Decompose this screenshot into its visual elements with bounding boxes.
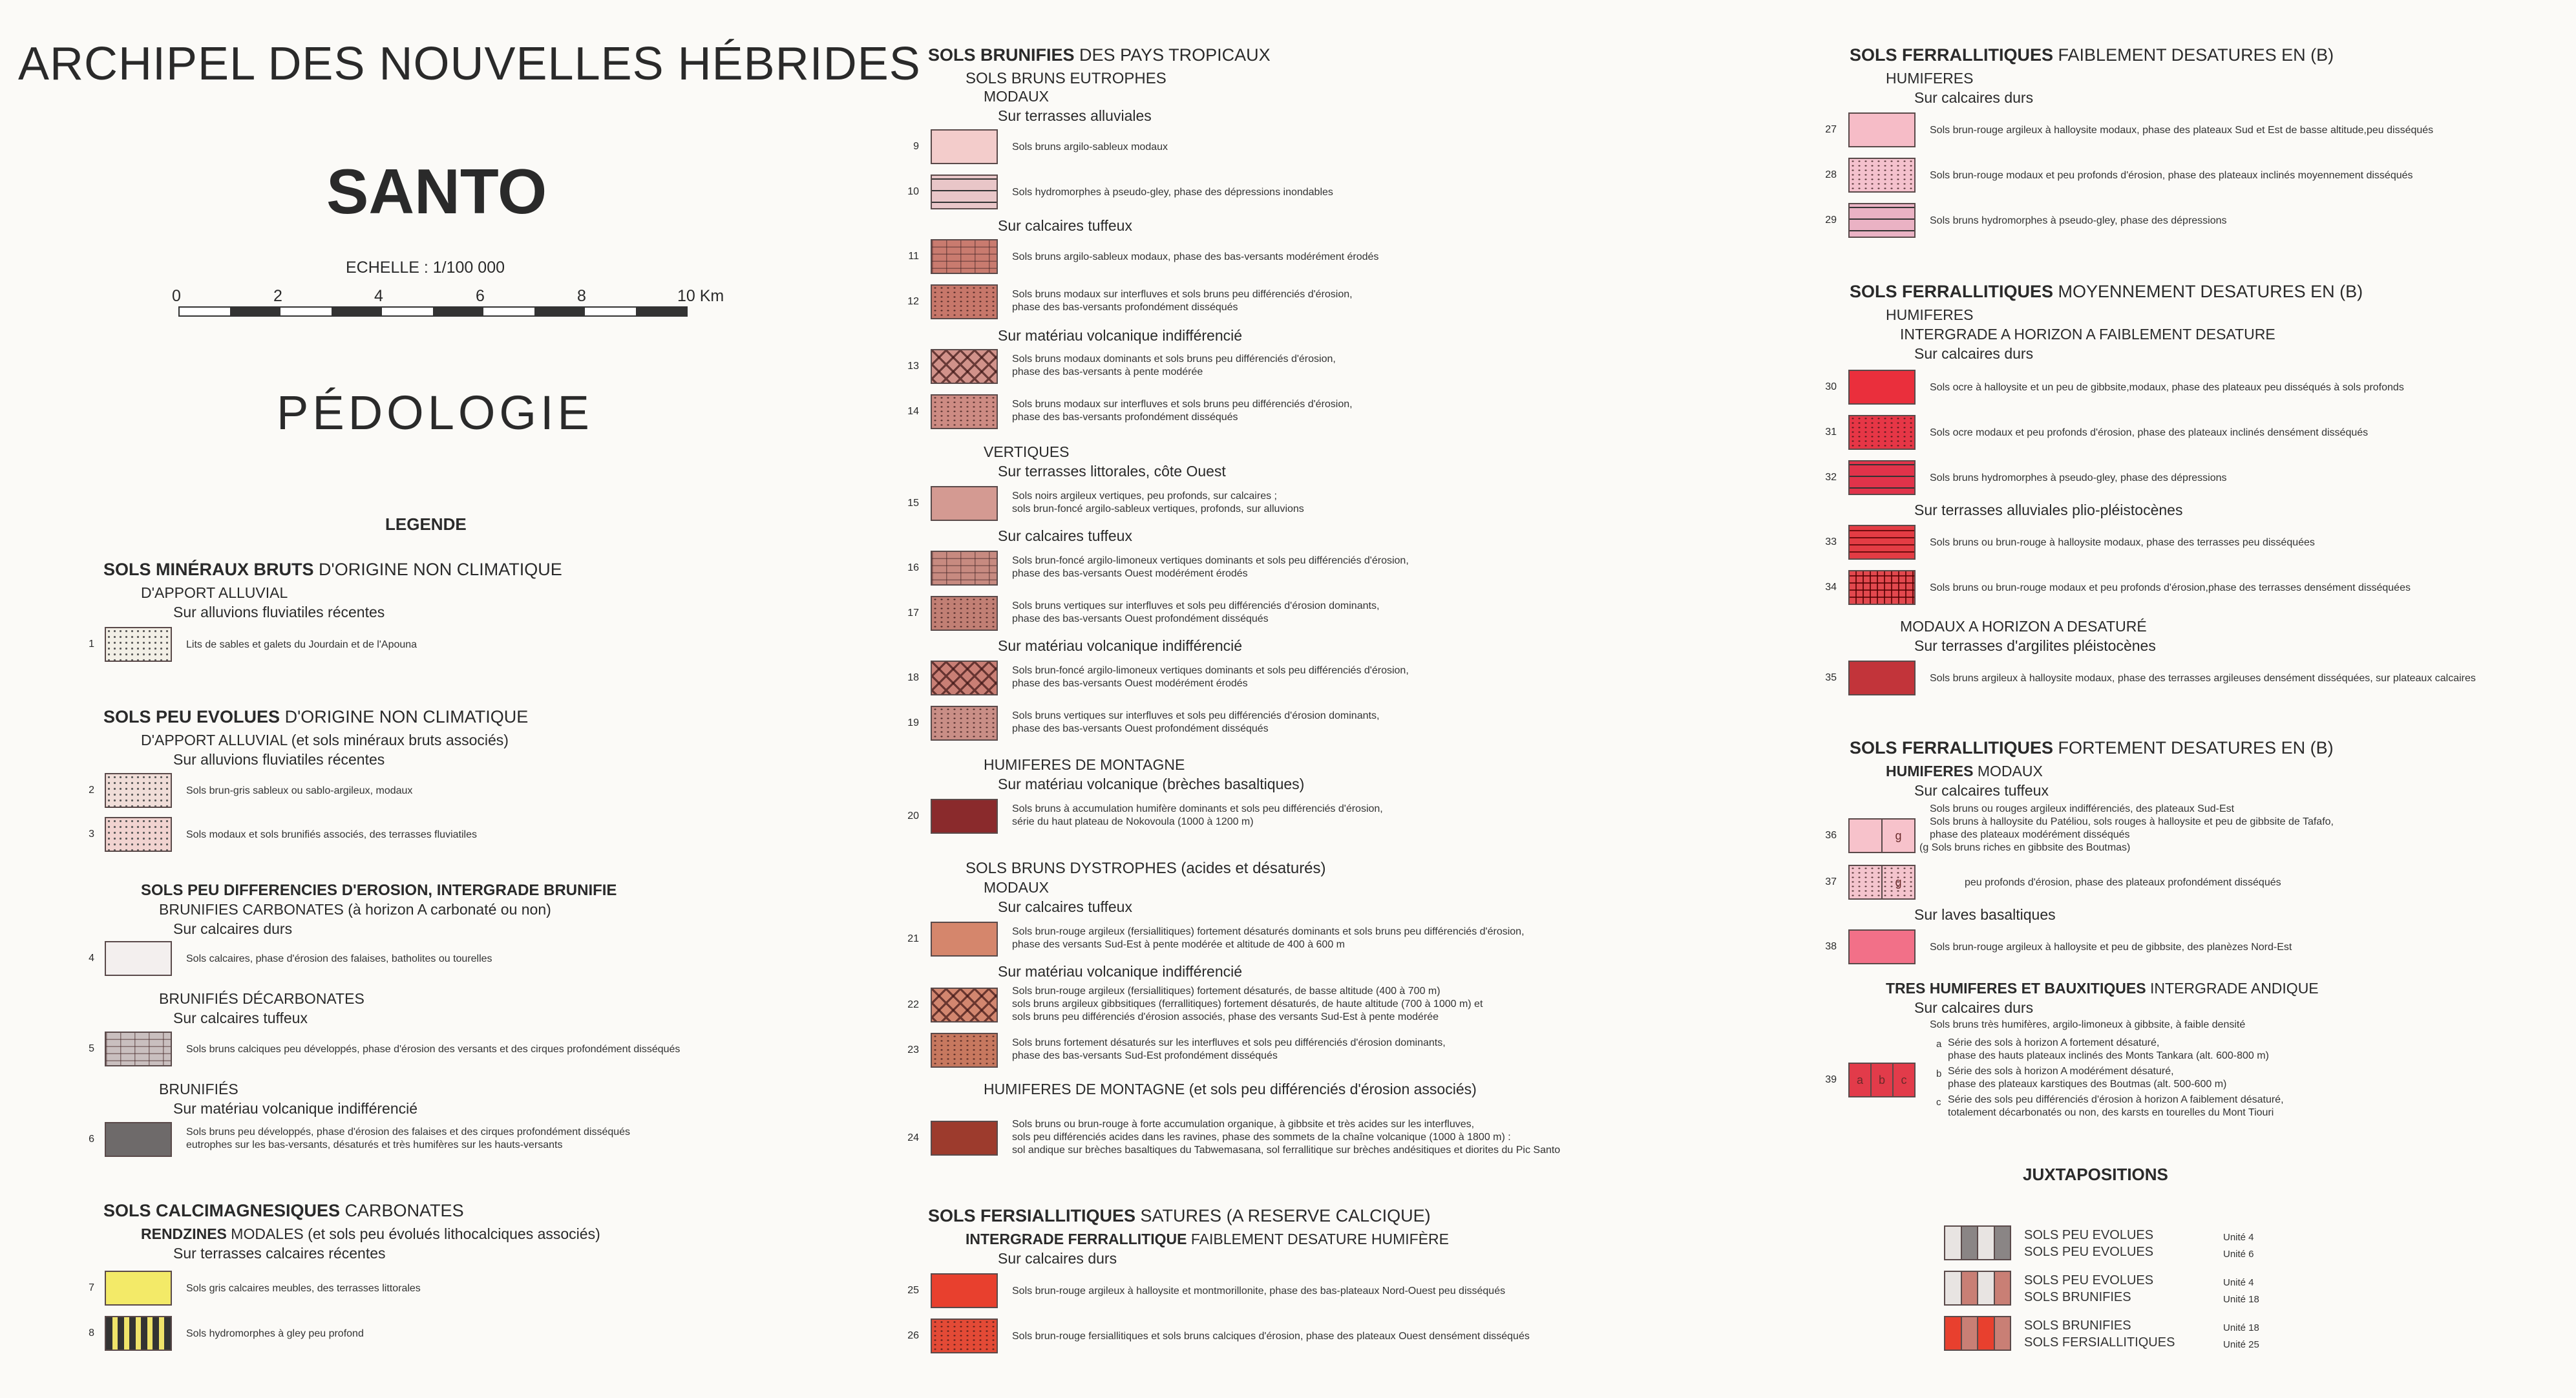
subheading: Sur terrasses alluviales plio-pléistocènes: [1914, 502, 2183, 518]
unit-number: 38: [1825, 941, 1837, 952]
swatch-unit-22: [931, 988, 998, 1022]
unit-description: Sols hydromorphes à gley peu profond: [186, 1328, 364, 1339]
subheading: SOLS BRUNS DYSTROPHES (acides et désaturés): [966, 860, 1326, 877]
swatch-unit-9: [931, 129, 998, 164]
heading-sols-fersiallitiques: SOLS FERSIALLITIQUES SATURES (A RESERVE CALCIQUE): [928, 1206, 1431, 1225]
series-label: b: [1936, 1068, 1942, 1079]
unit-number: 7: [89, 1282, 94, 1293]
unit-number: 1: [89, 639, 94, 650]
heading-sols-peu-evolues: SOLS PEU EVOLUES D'ORIGINE NON CLIMATIQUE: [103, 707, 529, 726]
unit-description: Sols bruns ou brun-rouge à halloysite modaux, phase des terrasses peu disséquées: [1930, 537, 2315, 548]
island-title: SANTO: [326, 156, 547, 227]
unit-number: 28: [1825, 169, 1837, 180]
swatch-unit-23: [931, 1033, 998, 1068]
subheading: SOLS BRUNS EUTROPHES: [966, 70, 1167, 87]
subheading: BRUNIFIES CARBONATES (à horizon A carbonaté ou non): [159, 901, 551, 918]
subheading: Sur alluvions fluviatiles récentes: [173, 751, 385, 768]
unit-number: 9: [913, 141, 919, 152]
subheading: HUMIFERES DE MONTAGNE (et sols peu différenciés d'érosion associés): [984, 1081, 1477, 1097]
subheading: BRUNIFIÉS: [159, 1081, 238, 1097]
unit-description: Série des sols à horizon A fortement désaturé, phase des hauts plateaux inclinés des Monts Tankara (alt. 600-800 m): [1948, 1037, 2269, 1061]
subheading: Sur calcaires durs: [998, 1250, 1117, 1267]
swatch-unit-25: [931, 1273, 998, 1308]
heading-sols-calcimagnesiques: SOLS CALCIMAGNESIQUES CARBONATES: [103, 1201, 464, 1220]
juxtaposition-units: Unité 4 Unité 18: [2223, 1277, 2259, 1305]
swatch-juxtaposition-2: [1944, 1271, 2011, 1306]
subheading: MODAUX: [984, 879, 1049, 896]
subheading: Sur alluvions fluviatiles récentes: [173, 604, 385, 620]
juxtaposition-labels: SOLS PEU EVOLUES SOLS PEU EVOLUES: [2024, 1228, 2154, 1259]
scale-tick-2: 2: [273, 287, 282, 305]
unit-number: 39: [1825, 1074, 1837, 1085]
unit-description: Sols bruns argilo-sableux modaux: [1012, 142, 1168, 153]
unit-description: Sols bruns à accumulation humifère dominants et sols peu différenciés d'érosion, série du haut plateau de Nokovoula (1000 à 1200 m): [1012, 803, 1383, 827]
swatch-unit-24: [931, 1121, 998, 1156]
unit-number: 18: [907, 672, 919, 683]
juxtapositions-title: JUXTAPOSITIONS: [2023, 1165, 2168, 1184]
subheading: MODAUX: [984, 88, 1049, 105]
subheading: HUMIFERES MODAUX: [1886, 763, 2043, 779]
swatch-unit-34: [1848, 570, 1916, 605]
unit-description: Sols bruns hydromorphes à pseudo-gley, phase des dépressions: [1930, 472, 2227, 483]
unit-description: Sols bruns argilo-sableux modaux, phase des bas-versants modérément érodés: [1012, 251, 1379, 262]
unit-number: 23: [907, 1044, 919, 1055]
unit-number: 27: [1825, 124, 1837, 135]
swatch-unit-33: [1848, 525, 1916, 560]
juxtaposition-labels: SOLS BRUNIFIES SOLS FERSIALLITIQUES: [2024, 1319, 2175, 1350]
unit-number: 25: [907, 1285, 919, 1296]
unit-number: 20: [907, 810, 919, 821]
swatch-unit-35: [1848, 661, 1916, 695]
subheading: HUMIFERES: [1886, 306, 1974, 323]
swatch-unit-2: [105, 773, 172, 808]
unit-description: Sols modaux et sols brunifiés associés, des terrasses fluviatiles: [186, 829, 477, 840]
scale-tick-10: 10 Km: [677, 287, 724, 305]
unit-number: 13: [907, 361, 919, 372]
swatch-unit-3: [105, 817, 172, 852]
subheading: Sur calcaires tuffeux: [998, 217, 1132, 234]
heading-ferrallitiques-moyennement: SOLS FERRALLITIQUES MOYENNEMENT DESATURES EN (B): [1850, 282, 2363, 301]
unit-description: Sols hydromorphes à pseudo-gley, phase des dépressions inondables: [1012, 187, 1333, 198]
subheading: HUMIFERES DE MONTAGNE: [984, 756, 1185, 773]
swatch-unit-38: [1848, 929, 1916, 964]
unit-description: Sols bruns très humifères, argilo-limoneux à gibbsite, à faible densité: [1930, 1019, 2246, 1030]
unit-number: 8: [89, 1328, 94, 1339]
subheading: VERTIQUES: [984, 443, 1070, 460]
swatch-unit-31: [1848, 415, 1916, 450]
unit-number: 19: [907, 717, 919, 728]
swatch-unit-36: g: [1848, 818, 1916, 853]
unit-number: 34: [1825, 582, 1837, 593]
subheading: D'APPORT ALLUVIAL: [141, 584, 288, 601]
swatch-juxtaposition-1: [1944, 1225, 2011, 1260]
unit-description: Sols bruns vertiques sur interfluves et sols peu différenciés d'érosion dominants, phase des bas-versants Ouest profondément disséqués: [1012, 710, 1380, 734]
scale-tick-8: 8: [577, 287, 586, 305]
subheading: Sur matériau volcanique indifférencié: [998, 963, 1243, 980]
unit-description: Sols bruns modaux sur interfluves et sols bruns peu différenciés d'érosion, phase des bas-versants profondément disséqués: [1012, 289, 1353, 313]
unit-description: Sols bruns modaux sur interfluves et sols bruns peu différenciés d'érosion, phase des bas-versants profondément disséqués: [1012, 399, 1353, 423]
swatch-unit-16: [931, 551, 998, 586]
subheading: Sur laves basaltiques: [1914, 906, 2056, 923]
swatch-unit-13: [931, 349, 998, 384]
unit-number: 33: [1825, 536, 1837, 547]
unit-description: Sols bruns hydromorphes à pseudo-gley, phase des dépressions: [1930, 215, 2227, 226]
unit-description: Sols brun-foncé argilo-limoneux vertiques dominants et sols peu différenciés d'érosion, phase des bas-versants Ouest modérément érodés: [1012, 555, 1409, 579]
swatch-unit-39: a b c: [1848, 1063, 1916, 1097]
juxtaposition-labels: SOLS PEU EVOLUES SOLS BRUNIFIES: [2024, 1273, 2154, 1304]
unit-number: 12: [907, 296, 919, 307]
unit-description: Sols brun-rouge argileux (fersiallitiques) fortement désaturés, de basse altitude (400 à 700 m) sols bruns argileux gibbsitiques (ferrallitiques) fortement désaturés, de haute altitude (700 à 1000 m) et sols bruns peu différenciés d'érosion associés, phase des versants Sud-Est à pente modérée: [1012, 986, 1483, 1022]
swatch-unit-20: [931, 799, 998, 834]
heading-ferrallitiques-faiblement: SOLS FERRALLITIQUES FAIBLEMENT DESATURES EN (B): [1850, 45, 2334, 65]
unit-description: Sols noirs argileux vertiques, peu profonds, sur calcaires ; sols brun-foncé argilo-sableux vertiques, profonds, sur alluvions: [1012, 491, 1304, 514]
unit-description: Sols brun-rouge fersiallitiques et sols bruns calciques d'érosion, phase des plateaux Ouest densément disséqués: [1012, 1331, 1530, 1342]
unit-description: Sols ocre à halloysite et un peu de gibbsite,modaux, phase des plateaux peu disséqués à sols profonds: [1930, 382, 2404, 393]
scale-label: ECHELLE : 1/100 000: [346, 259, 505, 277]
subheading: Sur calcaires durs: [173, 920, 293, 937]
swatch-unit-19: [931, 706, 998, 741]
unit-description: Sols brun-foncé argilo-limoneux vertiques dominants et sols peu différenciés d'érosion, phase des bas-versants Ouest modérément érodés: [1012, 665, 1409, 689]
swatch-unit-26: [931, 1319, 998, 1353]
heading-sols-mineraux-bruts: SOLS MINÉRAUX BRUTS D'ORIGINE NON CLIMATIQUE: [103, 560, 562, 579]
unit-number: 21: [907, 933, 919, 944]
unit-number: 4: [89, 953, 94, 964]
unit-number: 29: [1825, 215, 1837, 226]
swatch-unit-4: [105, 941, 172, 976]
swatch-unit-15: [931, 486, 998, 521]
subheading: BRUNIFIÉS DÉCARBONATES: [159, 990, 364, 1007]
unit-number: 11: [908, 251, 919, 262]
map-title: ARCHIPEL DES NOUVELLES HÉBRIDES: [18, 38, 921, 90]
subheading: Sur terrasses d'argilites pléistocènes: [1914, 637, 2156, 654]
unit-number: 32: [1825, 472, 1837, 483]
juxtaposition-units: Unité 4 Unité 6: [2223, 1232, 2254, 1260]
unit-number: 16: [907, 562, 919, 573]
subheading: RENDZINES MODALES (et sols peu évolués lithocalciques associés): [141, 1225, 600, 1242]
series-label: a: [1936, 1039, 1942, 1050]
subheading: TRES HUMIFERES ET BAUXITIQUES INTERGRADE ANDIQUE: [1886, 980, 2319, 997]
swatch-unit-11: [931, 239, 998, 274]
subheading: Sur terrasses littorales, côte Ouest: [998, 463, 1226, 480]
subheading: Sur calcaires tuffeux: [173, 1010, 308, 1026]
unit-description: Sols ocre modaux et peu profonds d'érosion, phase des plateaux inclinés densément disséqués: [1930, 427, 2369, 438]
unit-number: 35: [1825, 672, 1837, 683]
swatch-unit-28: [1848, 158, 1916, 193]
unit-description: Lits de sables et galets du Jourdain et de l'Apouna: [186, 639, 417, 650]
swatch-unit-8: [105, 1316, 172, 1351]
scale-tick-0: 0: [172, 287, 181, 305]
juxtaposition-units: Unité 18 Unité 25: [2223, 1322, 2259, 1350]
unit-description: Sols gris calcaires meubles, des terrasses littorales: [186, 1283, 421, 1294]
unit-description: Sols brun-rouge argileux à halloysite et montmorillonite, phase des bas-plateaux Nord-Ouest peu disséqués: [1012, 1286, 1506, 1297]
unit-description: Sols brun-rouge argileux à halloysite modaux, phase des plateaux Sud et Est de basse altitude,peu disséqués: [1930, 125, 2434, 136]
subheading: Sur calcaires tuffeux: [998, 527, 1132, 544]
swatch-unit-29: [1848, 203, 1916, 238]
swatch-unit-21: [931, 922, 998, 957]
legend-title: LEGENDE: [385, 514, 467, 534]
unit-number: 6: [89, 1134, 94, 1145]
heading-sols-peu-differencies: SOLS PEU DIFFERENCIES D'EROSION, INTERGRADE BRUNIFIE: [141, 882, 617, 899]
swatch-unit-32: [1848, 460, 1916, 495]
swatch-unit-7: [105, 1271, 172, 1306]
scale-tick-4: 4: [374, 287, 383, 305]
swatch-unit-27: [1848, 112, 1916, 147]
unit-number: 2: [89, 785, 94, 796]
subheading: Sur matériau volcanique indifférencié: [998, 327, 1243, 344]
unit-number: 10: [907, 186, 919, 197]
unit-number: 22: [907, 999, 919, 1010]
swatch-unit-18: [931, 661, 998, 695]
unit-description: peu profonds d'érosion, phase des plateaux profondément disséqués: [1965, 877, 2281, 888]
subheading: MODAUX A HORIZON A DESATURÉ: [1900, 618, 2147, 635]
swatch-unit-5: [105, 1032, 172, 1066]
unit-description: Sols brun-rouge argileux à halloysite et peu de gibbsite, des planèzes Nord-Est: [1930, 942, 2292, 953]
theme-title: PÉDOLOGIE: [277, 386, 593, 440]
unit-description: Série des sols peu différenciés d'érosion à horizon A faiblement désaturé, totalement décarbonatés ou non, des karsts en tourelles du Mont Tiouri: [1948, 1094, 2284, 1118]
series-label: c: [1936, 1097, 1941, 1108]
heading-ferrallitiques-fortement: SOLS FERRALLITIQUES FORTEMENT DESATURES EN (B): [1850, 738, 2334, 757]
unit-number: 14: [907, 406, 919, 417]
scale-bar: [178, 306, 688, 317]
swatch-juxtaposition-3: [1944, 1316, 2011, 1351]
swatch-unit-37: g: [1848, 865, 1916, 900]
unit-number: 5: [89, 1043, 94, 1054]
unit-number: 30: [1825, 381, 1837, 392]
unit-description: Sols bruns fortement désaturés sur les interfluves et sols peu différenciés d'érosion dominants, phase des bas-versants Sud-Est profondément disséqués: [1012, 1037, 1446, 1061]
unit-number: 36: [1825, 830, 1837, 841]
unit-description: Sols bruns ou brun-rouge à forte accumulation organique, à gibbsite et très acides sur les interfluves, sols peu différenciés acides dans les ravines, phase des sommets de la chaîne volcanique (1000 à 1800 m) : sol andique sur brèches basaltiques du Tabwemasana, sol ferrallitique sur brèches andésitiques et diorites du Pic Santo: [1012, 1119, 1561, 1156]
swatch-unit-17: [931, 596, 998, 631]
subheading: Sur calcaires durs: [1914, 345, 2034, 362]
subheading: Sur calcaires tuffeux: [1914, 782, 2049, 799]
scale-tick-6: 6: [476, 287, 485, 305]
subheading: Sur calcaires durs: [1914, 89, 2034, 106]
unit-description: Sols calcaires, phase d'érosion des falaises, batholites ou tourelles: [186, 953, 492, 964]
swatch-unit-30: [1848, 370, 1916, 405]
subheading: D'APPORT ALLUVIAL (et sols minéraux bruts associés): [141, 732, 509, 748]
unit-number: 31: [1825, 427, 1837, 438]
unit-number: 37: [1825, 876, 1837, 887]
subheading: Sur calcaires tuffeux: [998, 898, 1132, 915]
unit-description: Série des sols à horizon A modérément désaturé, phase des plateaux karstiques des Boutmas (alt. 500-600 m): [1948, 1066, 2227, 1090]
unit-description: Sols bruns ou rouges argileux indifférenciés, des plateaux Sud-Est Sols bruns à halloysite du Patéliou, sols rouges à halloysite et peu de gibbsite de Tafafo, phase des plateaux modérément disséqués (g Sols bruns riches en gibbsite des Boutmas): [1919, 803, 2334, 853]
unit-number: 15: [907, 498, 919, 509]
subheading: Sur matériau volcanique (brèches basaltiques): [998, 776, 1305, 792]
unit-number: 26: [907, 1330, 919, 1341]
subheading: Sur terrasses alluviales: [998, 107, 1152, 124]
unit-description: Sols bruns argileux à halloysite modaux, phase des terrasses argileuses densément disséquées, sur plateaux calcaires: [1930, 673, 2476, 684]
unit-description: Sols brun-gris sableux ou sablo-argileux, modaux: [186, 785, 413, 796]
unit-number: 24: [907, 1132, 919, 1143]
unit-description: Sols brun-rouge modaux et peu profonds d'érosion, phase des plateaux inclinés moyennement disséqués: [1930, 170, 2413, 181]
swatch-unit-6: [105, 1122, 172, 1157]
swatch-unit-10: [931, 175, 998, 209]
unit-description: Sols bruns vertiques sur interfluves et sols peu différenciés d'érosion dominants, phase des bas-versants Ouest profondément disséqués: [1012, 600, 1380, 624]
swatch-unit-1: [105, 627, 172, 662]
subheading: Sur terrasses calcaires récentes: [173, 1245, 386, 1262]
heading-sols-brunifies: SOLS BRUNIFIES DES PAYS TROPICAUX: [928, 45, 1271, 65]
subheading: Sur matériau volcanique indifférencié: [173, 1100, 418, 1117]
subheading: INTERGRADE FERRALLITIQUE FAIBLEMENT DESATURE HUMIFÈRE: [966, 1231, 1449, 1247]
unit-description: Sols bruns calciques peu développés, phase d'érosion des versants et des cirques profondément disséqués: [186, 1044, 681, 1055]
swatch-unit-12: [931, 284, 998, 319]
unit-description: Sols bruns modaux dominants et sols bruns peu différenciés d'érosion, phase des bas-versants à pente modérée: [1012, 354, 1336, 377]
unit-description: Sols bruns ou brun-rouge modaux et peu profonds d'érosion,phase des terrasses densément disséquées: [1930, 582, 2411, 593]
unit-number: 17: [907, 608, 919, 619]
swatch-unit-14: [931, 394, 998, 429]
subheading: HUMIFERES: [1886, 70, 1974, 87]
unit-description: Sols brun-rouge argileux (fersiallitiques) fortement désaturés dominants et sols bruns peu différenciés d'érosion, phase des versants Sud-Est à pente modérée et altitude de 400 à 600 m: [1012, 926, 1525, 950]
subheading: Sur calcaires durs: [1914, 999, 2034, 1016]
unit-number: 3: [89, 829, 94, 840]
subheading: INTERGRADE A HORIZON A FAIBLEMENT DESATURE: [1900, 326, 2275, 343]
unit-description: Sols bruns peu développés, phase d'érosion des falaises et des cirques profondément disséqués eutrophes sur les bas-versants, désaturés et très humifères sur les hauts-versants: [186, 1127, 631, 1150]
subheading: Sur matériau volcanique indifférencié: [998, 637, 1243, 654]
